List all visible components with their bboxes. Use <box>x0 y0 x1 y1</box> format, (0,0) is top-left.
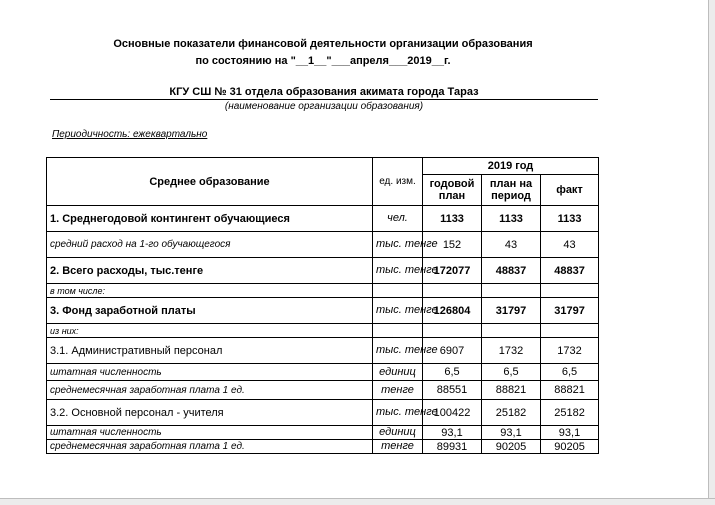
row-fact: 1732 <box>541 338 599 364</box>
row-unit: единиц <box>373 426 423 440</box>
table-row <box>47 206 599 232</box>
report-title: Основные показатели финансовой деятельности организации образования <box>113 38 533 50</box>
table-row <box>47 298 599 324</box>
row-plan-period: 88821 <box>482 381 541 400</box>
row-unit: тыс. тенге <box>373 258 423 284</box>
column-header-name: Среднее образование <box>47 158 373 206</box>
column-header-unit: ед. изм. <box>373 158 423 206</box>
organization-name: КГУ СШ № 31 отдела образования акимата города Тараз <box>50 86 598 100</box>
row-plan-year: 6907 <box>423 338 482 364</box>
column-header-plan-year: годовой план <box>423 175 482 206</box>
organization-caption: (наименование организации образования) <box>224 101 424 112</box>
row-plan-year <box>423 284 482 298</box>
table-row <box>47 381 599 400</box>
table-row <box>47 338 599 364</box>
column-header-plan-period: план на период <box>482 175 541 206</box>
row-plan-period: 25182 <box>482 400 541 426</box>
row-fact <box>541 284 599 298</box>
row-label: среднемесячная заработная плата 1 ед. <box>47 440 373 454</box>
row-plan-year: 172077 <box>423 258 482 284</box>
table-row <box>47 324 599 338</box>
row-plan-year: 88551 <box>423 381 482 400</box>
row-label: из них: <box>47 324 373 338</box>
row-label: 3.2. Основной персонал - учителя <box>47 400 373 426</box>
row-label: штатная численность <box>47 426 373 440</box>
row-fact: 93,1 <box>541 426 599 440</box>
row-unit: единиц <box>373 364 423 381</box>
row-plan-period <box>482 324 541 338</box>
row-unit: тыс. тенге <box>373 232 423 258</box>
row-plan-year: 100422 <box>423 400 482 426</box>
row-plan-year: 1133 <box>423 206 482 232</box>
page-edge-bottom <box>0 498 715 505</box>
row-fact: 43 <box>541 232 599 258</box>
row-plan-year: 152 <box>423 232 482 258</box>
row-plan-period: 90205 <box>482 440 541 454</box>
row-unit: тенге <box>373 381 423 400</box>
row-fact: 48837 <box>541 258 599 284</box>
row-plan-period: 1732 <box>482 338 541 364</box>
row-fact: 1133 <box>541 206 599 232</box>
row-label: среднемесячная заработная плата 1 ед. <box>47 381 373 400</box>
row-plan-year: 93,1 <box>423 426 482 440</box>
row-plan-period: 43 <box>482 232 541 258</box>
row-label: средний расход на 1-го обучающегося <box>47 232 373 258</box>
row-unit: чел. <box>373 206 423 232</box>
row-plan-year: 89931 <box>423 440 482 454</box>
column-header-year: 2019 год <box>423 158 599 175</box>
report-date-line: по состоянию на "__1__"___апреля___2019__г. <box>195 55 451 67</box>
row-unit <box>373 324 423 338</box>
table-row <box>47 364 599 381</box>
row-fact: 6,5 <box>541 364 599 381</box>
table-row <box>47 258 599 284</box>
row-unit <box>373 284 423 298</box>
table-row <box>47 426 599 440</box>
row-label: штатная численность <box>47 364 373 381</box>
table-row <box>47 232 599 258</box>
financial-indicators-table <box>46 157 599 454</box>
row-plan-period: 6,5 <box>482 364 541 381</box>
row-unit: тыс. тенге <box>373 298 423 324</box>
row-fact <box>541 324 599 338</box>
row-plan-period: 31797 <box>482 298 541 324</box>
row-label: 3. Фонд заработной платы <box>47 298 373 324</box>
row-plan-year: 6,5 <box>423 364 482 381</box>
row-label: 2. Всего расходы, тыс.тенге <box>47 258 373 284</box>
row-plan-period: 1133 <box>482 206 541 232</box>
row-unit: тыс. тенге <box>373 338 423 364</box>
row-fact: 90205 <box>541 440 599 454</box>
row-plan-period: 48837 <box>482 258 541 284</box>
table-row <box>47 400 599 426</box>
column-header-fact: факт <box>541 175 599 206</box>
row-fact: 31797 <box>541 298 599 324</box>
row-plan-year <box>423 324 482 338</box>
row-plan-period <box>482 284 541 298</box>
row-plan-period: 93,1 <box>482 426 541 440</box>
table-row <box>47 284 599 298</box>
row-label: 1. Среднегодовой контингент обучающиеся <box>47 206 373 232</box>
row-fact: 25182 <box>541 400 599 426</box>
page-edge-right <box>708 0 715 505</box>
row-unit: тенге <box>373 440 423 454</box>
row-unit: тыс. тенге <box>373 400 423 426</box>
row-label: в том числе: <box>47 284 373 298</box>
row-fact: 88821 <box>541 381 599 400</box>
row-label: 3.1. Административный персонал <box>47 338 373 364</box>
periodicity-label: Периодичность: ежеквартально <box>52 129 208 140</box>
table-row <box>47 440 599 454</box>
row-plan-year: 126804 <box>423 298 482 324</box>
